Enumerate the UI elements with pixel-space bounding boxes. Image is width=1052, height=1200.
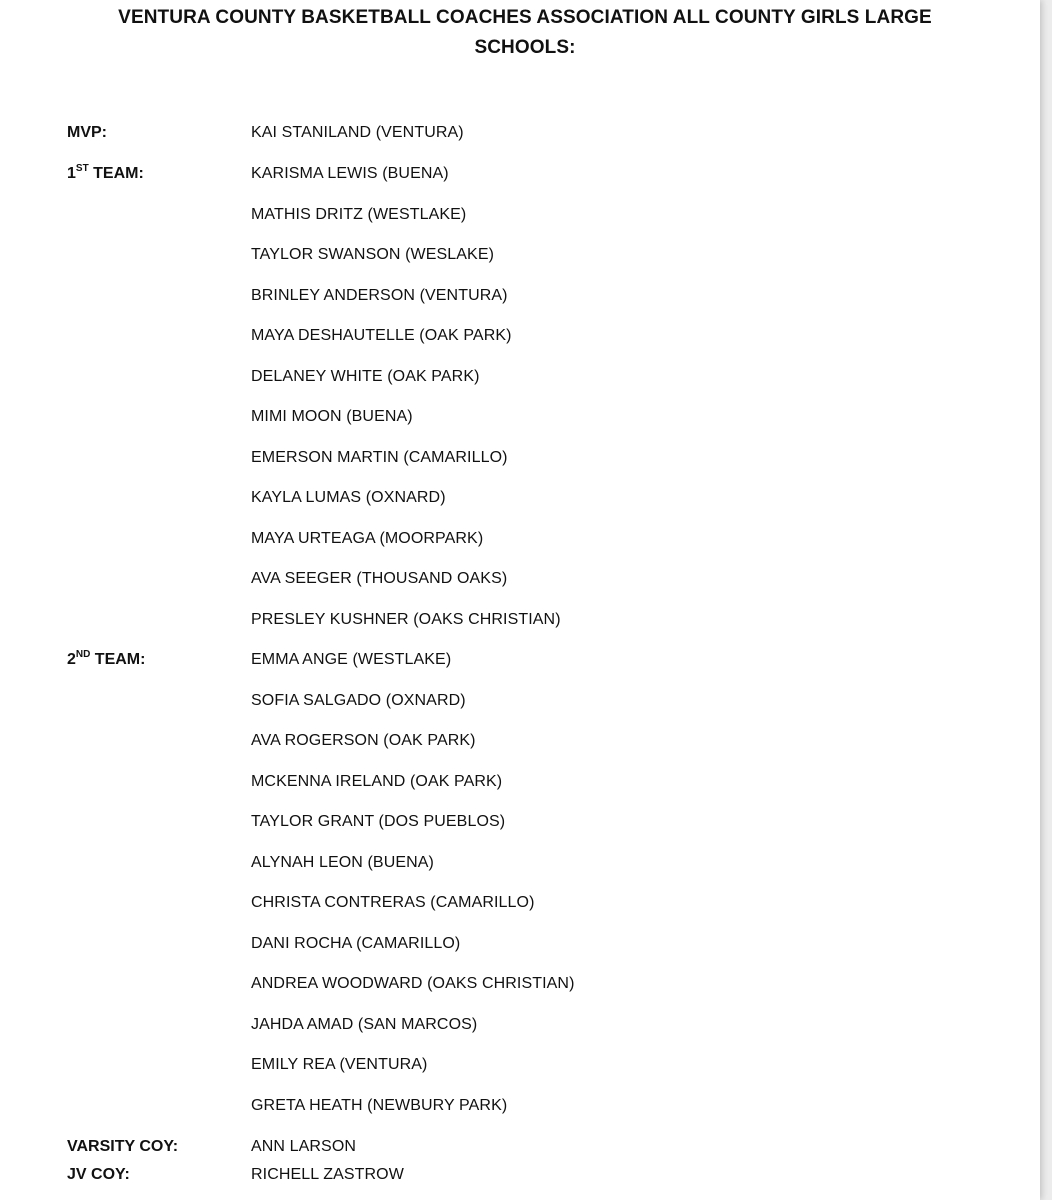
second-team-player: SOFIA SALGADO (OXNARD) [251, 691, 466, 709]
second-team-player: MCKENNA IRELAND (OAK PARK) [251, 772, 503, 790]
title-line-1: VENTURA COUNTY BASKETBALL COACHES ASSOCIATION ALL COUNTY GIRLS LARGE [118, 7, 932, 28]
second-team-player: TAYLOR GRANT (DOS PUEBLOS) [251, 813, 506, 830]
jv-coy-name: RICHELL ZASTROW [251, 1166, 404, 1183]
first-team-label: 1ST TEAM: [67, 162, 144, 182]
first-team-player: BRINLEY ANDERSON (VENTURA) [251, 286, 508, 304]
first-team-player: MAYA DESHAUTELLE (OAK PARK) [251, 327, 512, 344]
second-team-label: 2ND TEAM: [67, 648, 146, 668]
second-team-player: JAHDA AMAD (SAN MARCOS) [251, 1015, 478, 1033]
second-team-player: CHRISTA CONTRERAS (CAMARILLO) [251, 894, 535, 911]
first-team-player: KAYLA LUMAS (OXNARD) [251, 489, 446, 506]
first-team-player: TAYLOR SWANSON (WESLAKE) [251, 246, 495, 263]
first-team-player: KARISMA LEWIS (BUENA) [251, 165, 449, 182]
second-team-player: ANDREA WOODWARD (OAKS CHRISTIAN) [251, 975, 575, 992]
title-line-2: SCHOOLS: [474, 37, 576, 58]
first-team-player: AVA SEEGER (THOUSAND OAKS) [251, 570, 508, 587]
first-team-player: EMERSON MARTIN (CAMARILLO) [251, 448, 508, 466]
second-team-player: EMMA ANGE (WESTLAKE) [251, 651, 452, 668]
varsity-coy-label: VARSITY COY: [67, 1138, 179, 1155]
jv-coy-label: JV COY: [67, 1166, 130, 1183]
second-team-player: GRETA HEATH (NEWBURY PARK) [251, 1096, 508, 1114]
mvp-label: MVP: [67, 124, 107, 141]
first-team-player: MATHIS DRITZ (WESTLAKE) [251, 205, 467, 223]
first-team-player: DELANEY WHITE (OAK PARK) [251, 367, 480, 385]
document-title [80, 3, 970, 63]
mvp-name: KAI STANILAND (VENTURA) [251, 124, 464, 141]
first-team-player: PRESLEY KUSHNER (OAKS CHRISTIAN) [251, 610, 561, 628]
second-team-player: AVA ROGERSON (OAK PARK) [251, 732, 476, 749]
second-team-player: DANI ROCHA (CAMARILLO) [251, 934, 461, 952]
first-team-player: MIMI MOON (BUENA) [251, 408, 413, 425]
second-team-player: ALYNAH LEON (BUENA) [251, 853, 434, 871]
second-team-player: EMILY REA (VENTURA) [251, 1056, 428, 1073]
varsity-coy-name: ANN LARSON [251, 1138, 357, 1155]
first-team-player: MAYA URTEAGA (MOORPARK) [251, 529, 484, 547]
